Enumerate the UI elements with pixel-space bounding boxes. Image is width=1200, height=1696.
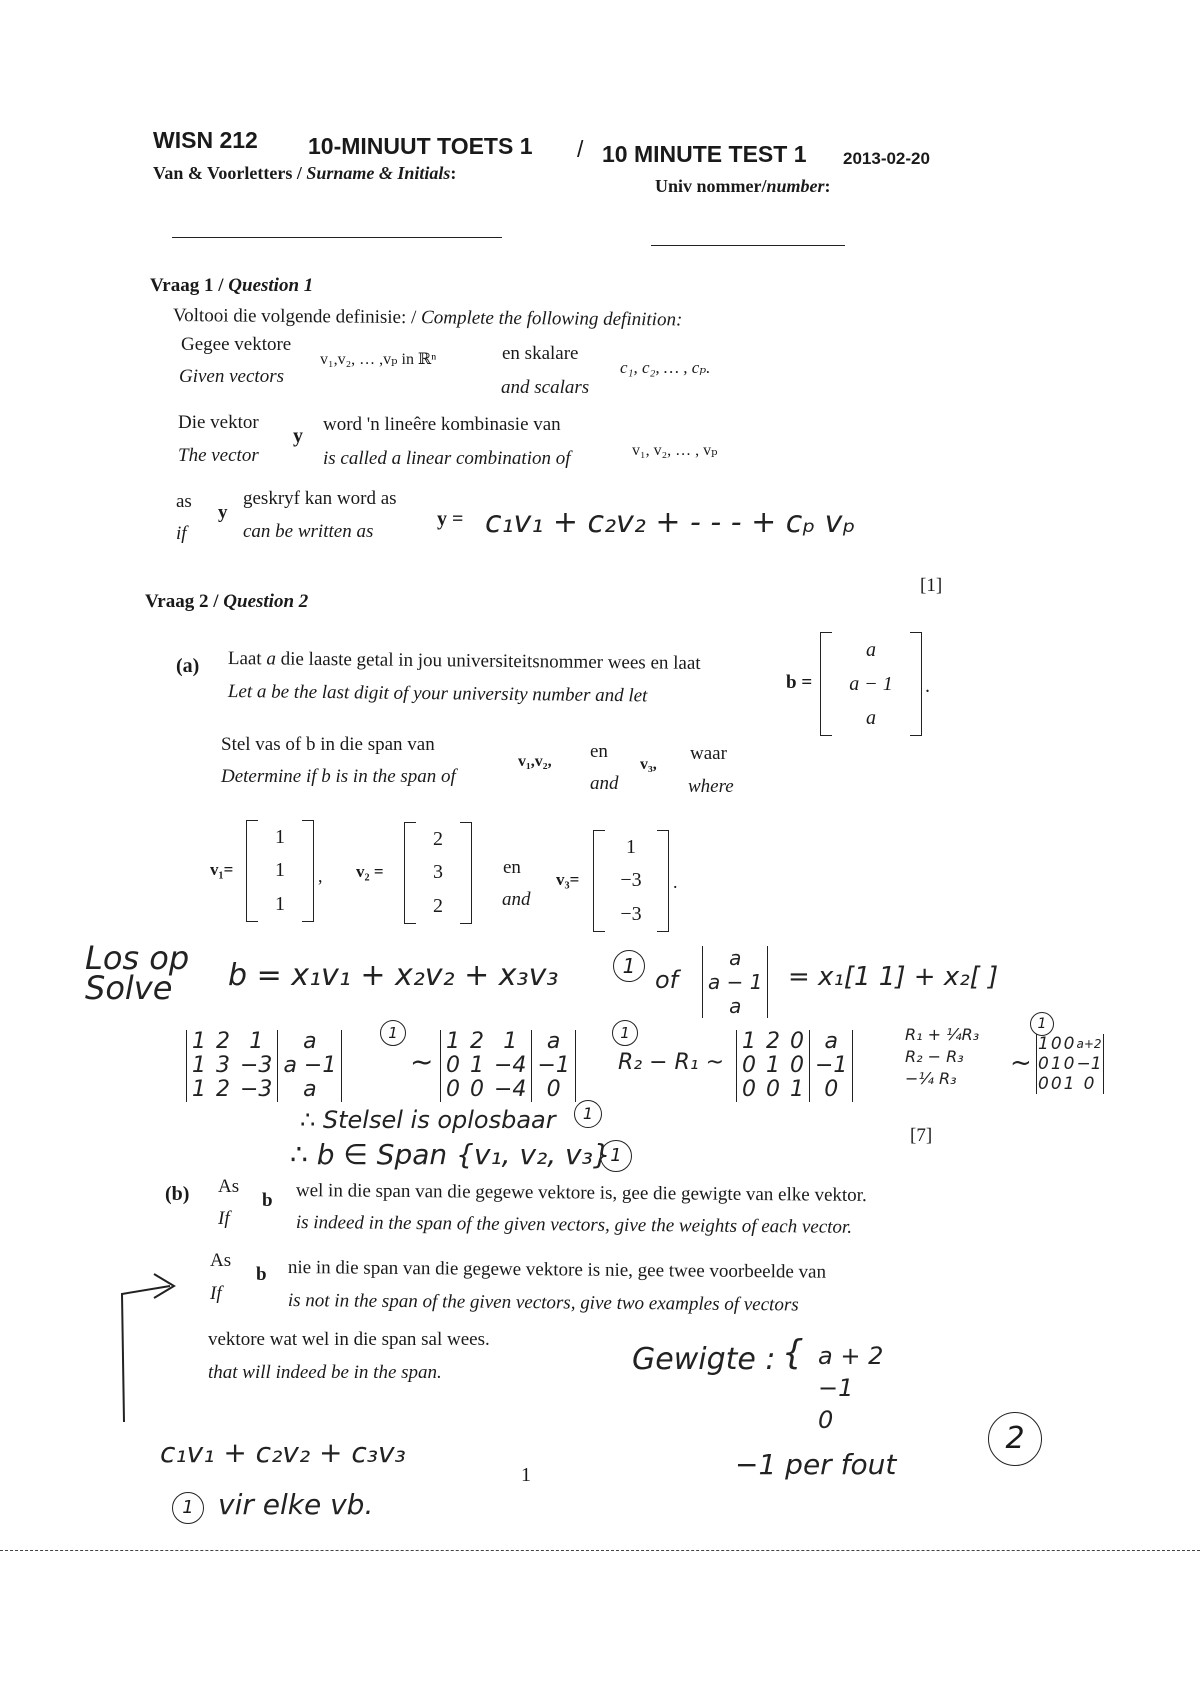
written-af: geskryf kan word as — [243, 488, 397, 509]
row-op-1: R₂ − R₁ ~ — [618, 1050, 725, 1075]
augmented-matrix-3: 1 2 0 a 0 1 0 −1 0 0 1 0 — [736, 1030, 853, 1102]
solution-equation: b = x₁v₁ + x₂v₂ + x₃v₃ — [228, 958, 559, 993]
part-b3-af: vektore wat wel in die span sal wees. — [208, 1329, 490, 1350]
v2-entry-2: 3 — [433, 861, 443, 884]
vector-v3 — [593, 830, 669, 932]
weight-v2: −1 — [818, 1374, 854, 1402]
mark-circle-in-span: 1 — [600, 1140, 632, 1172]
mark-circle-matrix-2: 1 — [612, 1020, 638, 1046]
vector-v2 — [404, 822, 472, 924]
weights-brace: { — [782, 1333, 804, 1373]
v3-period: . — [673, 872, 678, 892]
part-b-label: (b) — [165, 1183, 190, 1205]
part-b2-af: nie in die span van die gegewe vektore is nie, gee twee voorbeelde van — [287, 1257, 827, 1283]
mark-circle-matrix-1: 1 — [380, 1020, 406, 1046]
weight-v3: 0 — [818, 1406, 834, 1434]
score-circle: 2 — [988, 1412, 1042, 1466]
part-a-en: Let a be the last digit of your university number and let — [227, 681, 648, 707]
q1-marks: [1] — [920, 575, 943, 596]
part-a-af: Laat a die laaste getal in jou universiteitsnommer wees en laat — [227, 648, 701, 674]
title-separator: / — [577, 136, 584, 162]
vectors-en-af: en — [503, 857, 521, 878]
vector-af: Die vektor — [178, 412, 259, 433]
course-code: WISN 212 — [153, 127, 258, 153]
vector-en: The vector — [178, 445, 259, 466]
v1-label: v₁= — [210, 860, 234, 879]
vector-v1 — [246, 820, 314, 922]
span-en-af: en — [590, 741, 608, 762]
q1-handwritten-answer: c₁v₁ + c₂v₂ + - - - + cₚ vₚ — [485, 505, 856, 540]
example-combination: c₁v₁ + c₂v₂ + c₃v₃ — [160, 1436, 406, 1469]
mark-circle-consistent: 1 — [574, 1100, 602, 1128]
combination-vector-list: v₁, v₂, … , vₚ — [632, 442, 718, 459]
given-vectors-en: Given vectors — [179, 366, 284, 387]
mark-circle-matrix-4: 1 — [1030, 1012, 1054, 1036]
vector-b — [820, 632, 922, 736]
weights-label: Gewigte : — [632, 1342, 776, 1377]
augmented-matrix-4: 1 0 0 a+2 0 1 0 −1 0 0 1 0 — [1038, 1034, 1102, 1094]
mark-circle-example: 1 — [172, 1492, 204, 1524]
each-example-note: vir elke vb. — [218, 1488, 374, 1521]
mark-circle-equation: 1 — [613, 950, 645, 982]
weight-v1: a + 2 — [818, 1342, 884, 1370]
q2-heading: Vraag 2 / Question 2 — [145, 591, 309, 612]
if-y: y — [218, 502, 228, 523]
v1-entry-1: 1 — [275, 826, 285, 849]
bracket-arrow-icon — [110, 1272, 190, 1432]
q1-intro: Voltooi die volgende definisie: / Complete the following definition: — [172, 305, 683, 331]
part-b1-as: As — [218, 1176, 240, 1197]
part-a-label: (a) — [176, 655, 200, 677]
q1-heading: Vraag 1 / Question 1 — [150, 275, 314, 296]
footer-rule — [0, 1550, 1200, 1551]
row-ops-2: R₁ + ¼R₃ R₂ − R₃ −¼ R₃ — [905, 1025, 980, 1088]
v2-entry-1: 2 — [433, 828, 443, 851]
v1-entry-3: 1 — [275, 892, 285, 915]
weights-list — [818, 1340, 883, 1436]
span-and-en: and — [590, 773, 619, 794]
scalar-list: c₁, c₂, … , cₚ. — [620, 358, 711, 377]
name-label: Van & Voorletters / Surname & Initials: — [153, 163, 457, 183]
page-number: 1 — [521, 1464, 531, 1486]
span-v3: v₃, — [640, 756, 657, 773]
part-b1-en: is indeed in the span of the given vectors, give the weights of each vector. — [295, 1212, 853, 1238]
part-b1-af: wel in die span van die gegewe vektore is, gee die gewigte van elke vektor. — [295, 1180, 867, 1206]
vector-list: v₁,v₂, … ,vₚ in ℝⁿ — [320, 351, 437, 368]
part-b2-en: is not in the span of the given vectors, give two examples of vectors — [287, 1290, 799, 1316]
b-period: . — [925, 675, 930, 697]
solve-en: Solve — [85, 969, 173, 1007]
written-en: can be written as — [243, 521, 374, 542]
v3-entry-3: −3 — [620, 902, 642, 925]
scalars-en: and scalars — [501, 377, 590, 398]
span-en: Determine if b is in the span of — [221, 766, 456, 787]
span-v12: v₁,v₂, — [518, 753, 552, 770]
solve-af: Los op — [85, 939, 190, 977]
b-equals: b = — [786, 672, 813, 693]
v1-comma: , — [318, 866, 323, 886]
part-b2-b: b — [256, 1264, 267, 1285]
vectors-and-en: and — [502, 889, 531, 910]
test-date: 2013-02-20 — [843, 149, 930, 168]
span-af: Stel vas of b in die span van — [221, 734, 435, 755]
v2-entry-3: 2 — [433, 894, 443, 917]
linear-combination-en: is called a linear combination of — [323, 448, 571, 469]
where-af: waar — [690, 743, 727, 764]
b-entry-2: a − 1 — [849, 672, 893, 695]
alt-rhs: = x₁[1 1] + x₂[ ] — [788, 962, 999, 992]
y-equals: y = — [437, 508, 464, 530]
test-title-en: 10 MINUTE TEST 1 — [602, 141, 807, 167]
number-answer-line — [651, 245, 845, 246]
alt-b-vector: a a − 1 a — [702, 946, 768, 1018]
given-vectors-af: Gegee vektore — [181, 334, 292, 355]
name-answer-line — [172, 237, 502, 238]
v3-entry-2: −3 — [620, 869, 642, 892]
equation-or: of — [655, 966, 679, 994]
scalars-af: en skalare — [502, 343, 579, 364]
penalty-note: −1 per fout — [735, 1448, 897, 1481]
augmented-matrix-2: 1 2 1 a 0 1 −4 −1 0 0 −4 0 — [440, 1030, 576, 1102]
v1-entry-2: 1 — [275, 859, 285, 882]
number-label: Univ nommer/number: — [655, 176, 831, 196]
linear-combination-af: word 'n lineêre kombinasie van — [323, 414, 561, 435]
consistent-statement: ∴ Stelsel is oplosbaar — [300, 1106, 556, 1134]
b-entry-3: a — [866, 706, 876, 729]
v3-entry-1: 1 — [626, 836, 636, 859]
q2a-marks: [7] — [910, 1125, 933, 1146]
part-b2-if: If — [210, 1283, 222, 1304]
part-b1-b: b — [262, 1190, 273, 1211]
part-b1-if: If — [218, 1208, 230, 1229]
if-en: if — [176, 523, 187, 544]
where-en: where — [688, 776, 734, 797]
row-equivalent-2: ~ — [1010, 1048, 1032, 1078]
augmented-matrix-1: 1 2 1 a 1 3 −3 a −1 1 2 −3 a — [186, 1030, 342, 1102]
row-equivalent-1: ~ — [410, 1045, 434, 1078]
test-title-af: 10-MINUUT TOETS 1 — [308, 133, 533, 159]
part-b2-as: As — [210, 1250, 232, 1271]
b-entry-1: a — [866, 638, 876, 661]
part-b3-en: that will indeed be in the span. — [208, 1362, 442, 1383]
v2-label: v₂ = — [356, 862, 384, 881]
in-span-statement: ∴ b ∈ Span {v₁, v₂, v₃} — [290, 1138, 611, 1171]
v3-label: v₃= — [556, 870, 580, 889]
vector-y: y — [293, 425, 303, 447]
if-af: as — [176, 491, 192, 512]
